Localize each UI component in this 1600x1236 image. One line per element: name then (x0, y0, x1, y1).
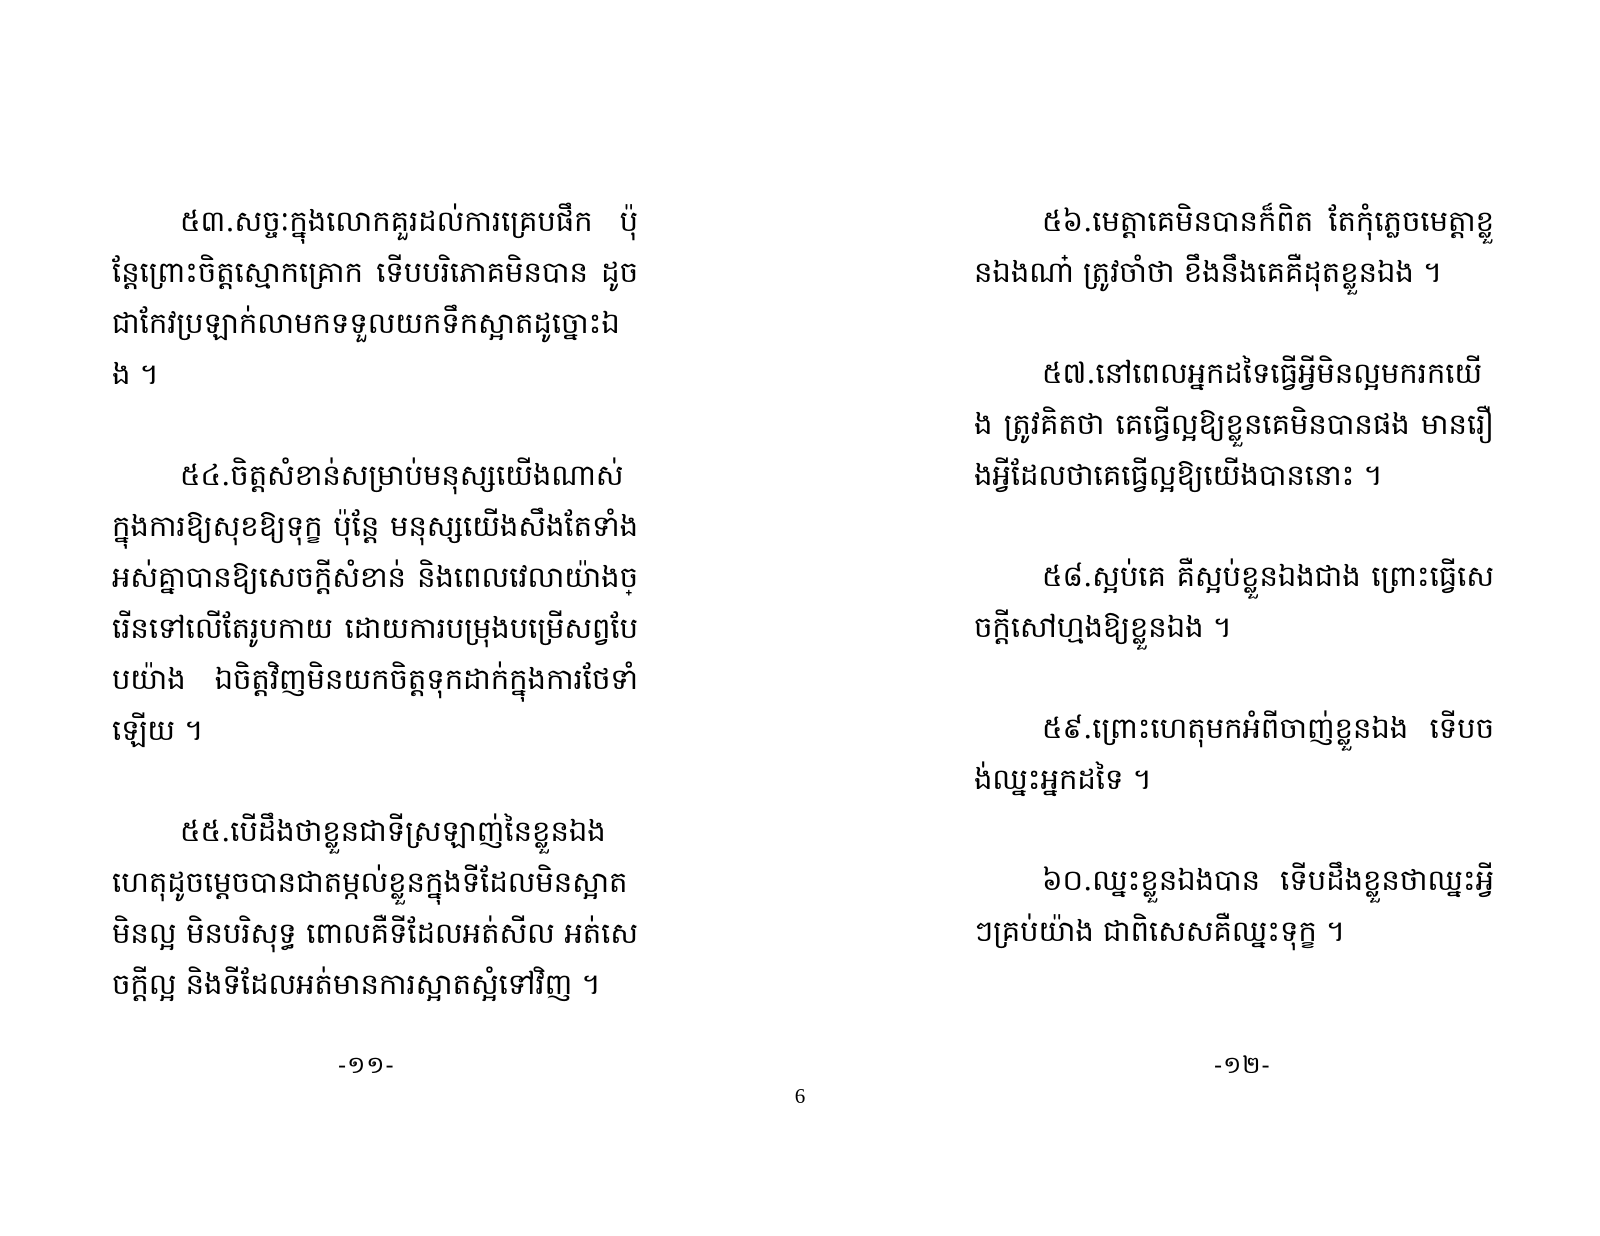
paragraph-54: ៥៤.ចិត្តសំខាន់សម្រាប់មនុស្សយើងណាស់ ក្នុងការឱ្យសុខឱ្យទុក្ខ ប៉ុន្តែ មនុស្សយើងសឹងតែទាំងអស់គ្នាបានឱ្យសេចក្តីសំខាន់ និងពេលវេលាយ៉ាងច្រើនទៅលើតែរូបកាយ ដោយការបម្រុងបម្រើសព្វបែបយ៉ាង ឯចិត្តវិញមិនយកចិត្តទុកដាក់ក្នុងការថែទាំឡើយ ។ (112, 458, 638, 747)
paragraph-56: ៥៦.មេត្តាគេមិនបានក៏ពិត តែកុំភ្លេចមេត្តាខ្លួនឯងណា៎ ត្រូវចាំថា ខឹងនឹងគេគឺដុតខ្លួនឯង ។ (974, 204, 1494, 289)
right-page-number: -១២- (1214, 1051, 1271, 1079)
paragraph-59: ៥៩.ព្រោះហេតុមកអំពីចាញ់ខ្លួនឯង ទើបចង់ឈ្នះអ្នកដទៃ ។ (974, 711, 1494, 796)
paragraph-60: ៦០.ឈ្នះខ្លួនឯងបាន ទើបដឹងខ្លួនថាឈ្នះអ្វីៗគ្រប់យ៉ាង ជាពិសេសគឺឈ្នះទុក្ខ ។ (974, 863, 1494, 948)
right-page-text-column (974, 196, 1494, 1007)
sheet-number: 6 (794, 1084, 806, 1108)
paragraph-58: ៥៨.ស្អប់គេ គឺស្អប់ខ្លួនឯងជាង ព្រោះធ្វើសេចក្តីសៅហ្មងឱ្យខ្លួនឯង ។ (974, 559, 1494, 644)
paragraph-57: ៥៧.នៅពេលអ្នកដទៃធ្វើអ្វីមិនល្អមករកយើង ត្រូវគិតថា គេធ្វើល្អឱ្យខ្លួនគេមិនបានផង មានរឿងអ្វីដែលថាគេធ្វើល្អឱ្យយើងបាននោះ ។ (974, 356, 1494, 492)
left-page-text-column (112, 196, 638, 1060)
right-page (800, 0, 1600, 1236)
paragraph-53: ៥៣.សច្ចៈក្នុងលោកគួរដល់ការគ្រេបផឹក ប៉ុន្តែព្រោះចិត្តស្មោកគ្រោក ទើបបរិភោគមិនបាន ដូចជាកែវប្រឡាក់លាមកទទួលយកទឹកស្អាតដូច្នោះឯង ។ (112, 204, 638, 391)
left-page-number: -១១- (338, 1051, 395, 1079)
paragraph-55: ៥៥.បើដឹងថាខ្លួនជាទីស្រឡាញ់នៃខ្លួនឯង ហេតុដូចម្តេចបានជាតម្កល់ខ្លួនក្នុងទីដែលមិនស្អាត មិនល្អ មិនបរិសុទ្ធ ពោលគឺទីដែលអត់សីល អត់សេចក្តីល្អ និងទីដែលអត់មានការស្អាតស្អំទៅវិញ ។ (112, 814, 638, 1001)
